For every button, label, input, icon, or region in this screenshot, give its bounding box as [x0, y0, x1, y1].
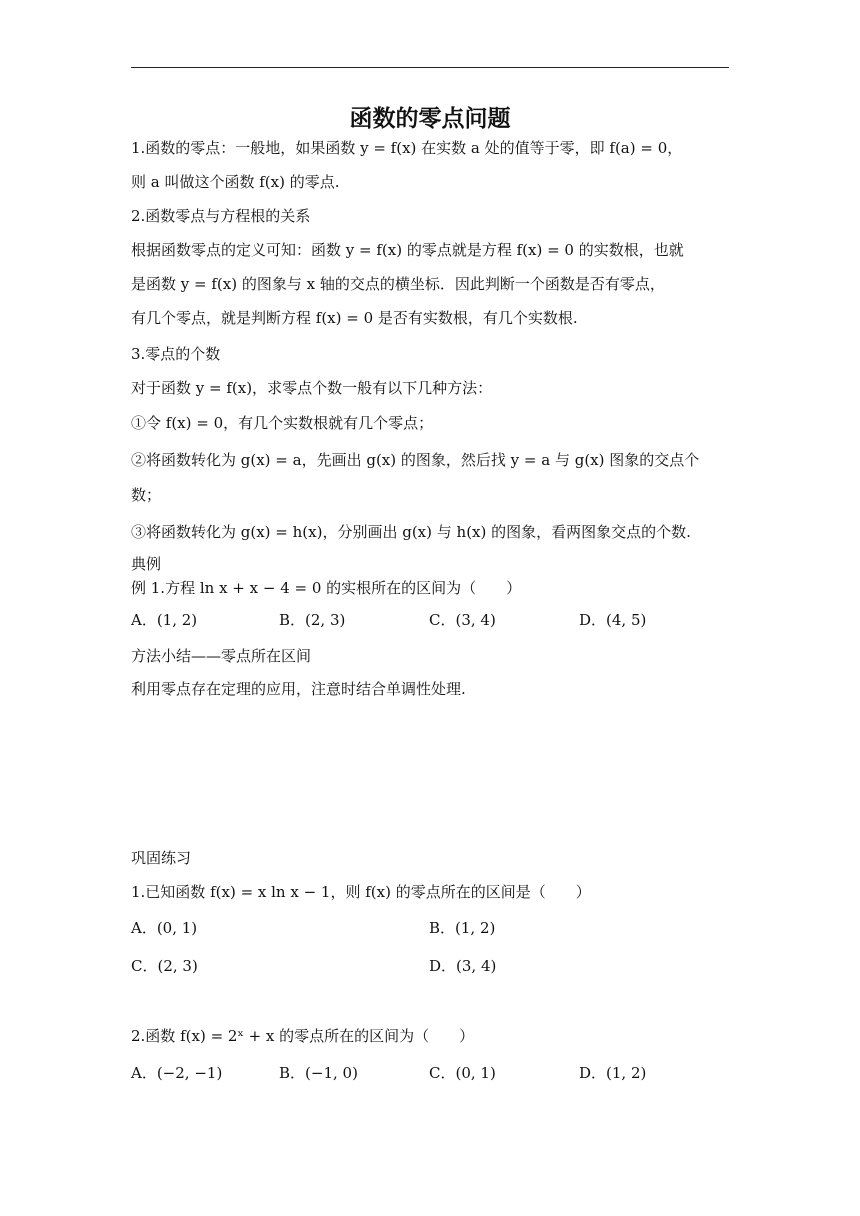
sec3-line-1: 对于函数 y = f(x)，求零点个数一般有以下几种方法： — [131, 379, 493, 397]
sec2-heading: 2.函数零点与方程根的关系 — [131, 207, 311, 225]
header-rule — [131, 67, 729, 68]
sec3-line-4: 数； — [131, 486, 162, 504]
practice-q1: 1.已知函数 f(x) = x ln x − 1，则 f(x) 的零点所在的区间是（ ） — [131, 883, 591, 901]
practice-heading: 巩固练习 — [131, 849, 192, 867]
example-option-b: B．(2, 3) — [279, 611, 346, 629]
sec3-line-5: ③将函数转化为 g(x) = h(x)，分别画出 g(x) 与 h(x) 的图象，看两图象交点的个数. — [131, 523, 691, 541]
q1-option-a: A．(0, 1) — [131, 919, 198, 937]
sec3-heading: 3.零点的个数 — [131, 345, 221, 363]
practice-q2: 2.函数 f(x) = 2ˣ + x 的零点所在的区间为（ ） — [131, 1027, 475, 1045]
example-question: 例 1.方程 ln x + x − 4 = 0 的实根所在的区间为（ ） — [131, 579, 522, 597]
sec2-line-2: 是函数 y = f(x) 的图象与 x 轴的交点的横坐标．因此判断一个函数是否有零点， — [131, 275, 665, 293]
q1-option-b: B．(1, 2) — [429, 919, 496, 937]
q2-option-c: C．(0, 1) — [429, 1064, 496, 1082]
example-heading: 典例 — [131, 555, 162, 573]
page-title: 函数的零点问题 — [349, 106, 511, 132]
sec2-line-1: 根据函数零点的定义可知：函数 y = f(x) 的零点就是方程 f(x) = 0 的实数根，也就 — [131, 241, 684, 259]
sec3-line-2: ①令 f(x) = 0，有几个实数根就有几个零点； — [131, 414, 434, 432]
q2-option-a: A．(−2, −1) — [131, 1064, 223, 1082]
example-option-a: A．(1, 2) — [131, 611, 198, 629]
sec2-line-3: 有几个零点，就是判断方程 f(x) = 0 是否有实数根，有几个实数根. — [131, 309, 578, 327]
method-heading: 方法小结——零点所在区间 — [131, 647, 312, 665]
sec1-line-2: 则 a 叫做这个函数 f(x) 的零点. — [131, 173, 340, 191]
example-option-c: C．(3, 4) — [429, 611, 496, 629]
q1-option-c: C．(2, 3) — [131, 957, 198, 975]
sec3-line-3: ②将函数转化为 g(x) = a，先画出 g(x) 的图象，然后找 y = a 与 g(x) 图象的交点个 — [131, 451, 700, 469]
method-text: 利用零点存在定理的应用，注意时结合单调性处理. — [131, 680, 466, 698]
q2-option-b: B．(−1, 0) — [279, 1064, 358, 1082]
q1-option-d: D．(3, 4) — [429, 957, 497, 975]
example-option-d: D．(4, 5) — [579, 611, 647, 629]
q2-option-d: D．(1, 2) — [579, 1064, 647, 1082]
sec1-line-1: 1.函数的零点：一般地，如果函数 y = f(x) 在实数 a 处的值等于零，即 f(a) = 0， — [131, 139, 683, 157]
